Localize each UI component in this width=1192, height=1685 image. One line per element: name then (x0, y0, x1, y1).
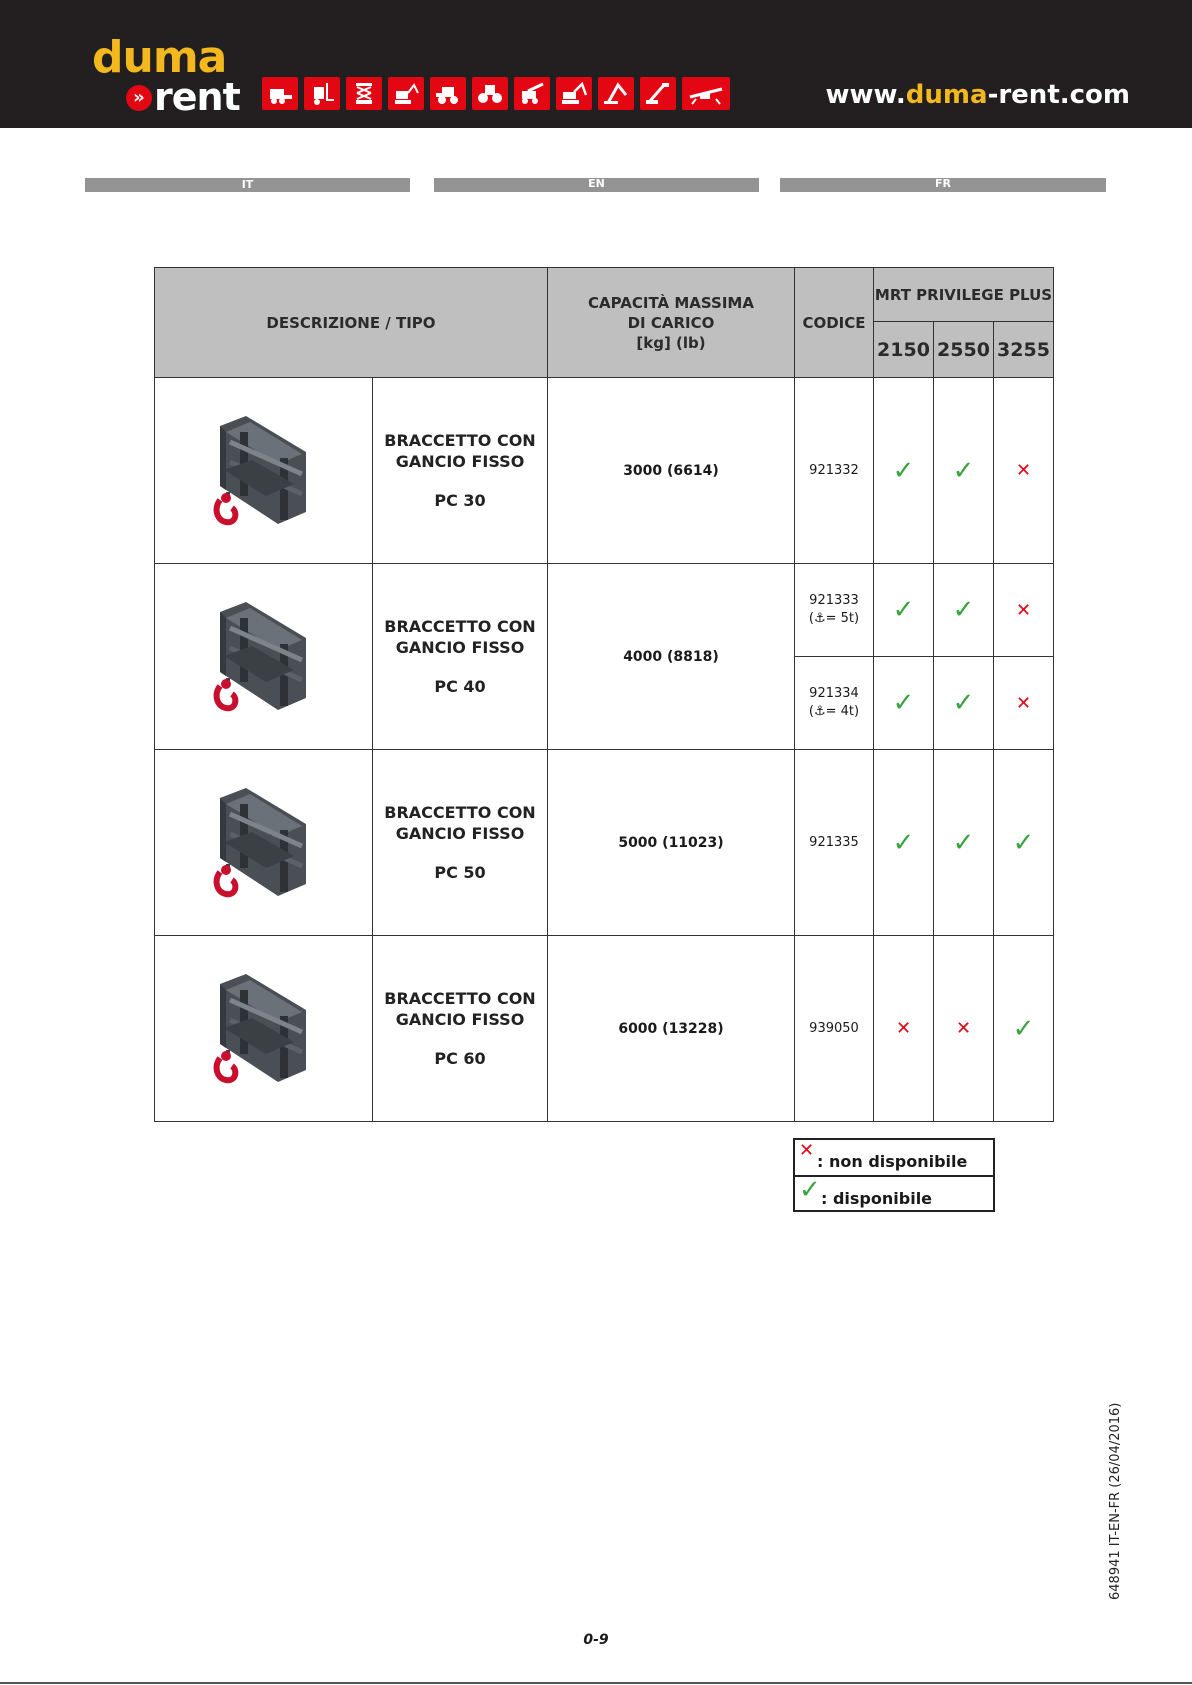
url-suffix: -rent.com (987, 80, 1130, 110)
product-code (795, 564, 874, 657)
availability-cell-2550 (934, 750, 994, 936)
availability-cell-2150 (874, 936, 934, 1122)
product-type: PC 40 (434, 677, 486, 696)
logo-rent-text: rent (154, 75, 240, 119)
not-available-cross-icon: ✕ (1015, 599, 1032, 621)
hook-bracket-illustration-icon (206, 784, 322, 902)
product-image (155, 378, 373, 564)
table-row (155, 750, 1054, 936)
header-capacity-line3: [kg] (lb) (636, 333, 706, 352)
forklift-icon (304, 77, 340, 110)
availability-cell-3255 (994, 564, 1054, 657)
not-available-cross-icon: ✕ (895, 1018, 912, 1039)
availability-cell-2150 (874, 750, 934, 936)
telehandler-icon (514, 77, 550, 110)
scissor-lift-icon (346, 77, 382, 110)
header-model-3255: 3255 (994, 322, 1054, 378)
hook-icon: ⚓ (813, 611, 826, 626)
document-reference: 648941 IT-EN-FR (26/04/2016) (1108, 1402, 1123, 1600)
product-capacity: 6000 (13228) (548, 936, 795, 1122)
availability-cell-2550 (934, 564, 994, 657)
available-check-icon: ✓ (892, 688, 915, 718)
hook-bracket-illustration-icon (206, 970, 322, 1088)
legend-not-available (795, 1140, 993, 1175)
header-description: DESCRIZIONE / TIPO (155, 268, 548, 378)
product-name-line1: BRACCETTO CON (384, 803, 536, 822)
product-name-line1: BRACCETTO CON (384, 617, 536, 636)
logo-arrows-icon: » (126, 85, 152, 111)
product-code (795, 657, 874, 750)
compactor-roller-icon (472, 77, 508, 110)
header-capacity-line2: DI CARICO (627, 313, 715, 332)
url-prefix: www. (825, 80, 906, 110)
url-highlight: duma (905, 80, 988, 110)
availability-cell-2550 (934, 657, 994, 750)
excavator-icon (556, 77, 592, 110)
header-code: CODICE (795, 268, 874, 378)
not-available-cross-icon: ✕ (1015, 460, 1032, 481)
availability-legend (793, 1138, 995, 1212)
product-code-note: (⚓= 5t) (808, 611, 860, 626)
check-icon: ✓ (799, 1175, 821, 1205)
availability-cell-3255 (994, 657, 1054, 750)
header-capacity-line1: CAPACITÀ MASSIMA (588, 293, 754, 312)
product-capacity: 4000 (8818) (548, 564, 795, 750)
availability-cell-2150 (874, 564, 934, 657)
product-code (795, 378, 874, 564)
crane-icon (598, 77, 634, 110)
product-name-line1: BRACCETTO CON (384, 989, 536, 1008)
product-name-line1: BRACCETTO CON (384, 431, 536, 450)
wheel-loader-icon (430, 77, 466, 110)
availability-cell-2150 (874, 657, 934, 750)
hook-bracket-illustration-icon (206, 412, 322, 530)
product-type: PC 50 (434, 863, 486, 882)
product-name-line2: GANCIO FISSO (395, 638, 525, 657)
mini-excavator-icon (388, 77, 424, 110)
duma-rent-logo (92, 32, 242, 119)
product-name-line2: GANCIO FISSO (395, 1010, 525, 1029)
available-check-icon: ✓ (892, 595, 915, 625)
header-model-2150: 2150 (874, 322, 934, 378)
table-row (155, 564, 1054, 657)
website-url[interactable] (826, 80, 1130, 110)
header-capacity (548, 268, 795, 378)
available-check-icon: ✓ (952, 688, 975, 718)
available-check-icon: ✓ (892, 455, 915, 486)
product-image (155, 750, 373, 936)
lang-bar-fr: FR (780, 178, 1106, 192)
available-check-icon: ✓ (1012, 827, 1035, 858)
spider-lift-icon (682, 77, 730, 110)
product-name (373, 378, 548, 564)
product-name (373, 750, 548, 936)
machine-icons-strip (262, 77, 730, 110)
logo-duma-text: duma (92, 32, 227, 83)
product-table-body (155, 378, 1054, 1122)
availability-cell-3255 (994, 750, 1054, 936)
header-model-2550: 2550 (934, 322, 994, 378)
product-code-value: 921334 (809, 686, 859, 701)
product-type: PC 60 (434, 1049, 486, 1068)
product-name-line2: GANCIO FISSO (395, 452, 525, 471)
product-table (154, 267, 1054, 1122)
product-capacity: 3000 (6614) (548, 378, 795, 564)
table-row (155, 936, 1054, 1122)
bottom-rule (0, 1682, 1192, 1684)
legend-available (795, 1175, 993, 1210)
product-code (795, 936, 874, 1122)
legend-available-label: : disponibile (821, 1189, 933, 1208)
available-check-icon: ✓ (892, 827, 915, 858)
hook-bracket-illustration-icon (206, 598, 322, 716)
product-type: PC 30 (434, 491, 486, 510)
header-mrt-privilege-plus: MRT PRIVILEGE PLUS (874, 268, 1054, 322)
product-code-value: 939050 (809, 1020, 859, 1036)
available-check-icon: ✓ (952, 455, 975, 486)
available-check-icon: ✓ (952, 595, 975, 625)
product-image (155, 936, 373, 1122)
table-row (155, 378, 1054, 564)
available-check-icon: ✓ (1012, 1013, 1035, 1044)
product-name-line2: GANCIO FISSO (395, 824, 525, 843)
cross-icon: ✕ (799, 1140, 815, 1161)
page-number: 0-9 (583, 1632, 609, 1648)
product-image (155, 564, 373, 750)
boom-lift-icon (640, 77, 676, 110)
product-capacity: 5000 (11023) (548, 750, 795, 936)
product-code (795, 750, 874, 936)
product-code-value: 921332 (809, 462, 859, 478)
available-check-icon: ✓ (952, 827, 975, 858)
availability-cell-2550 (934, 936, 994, 1122)
skid-steer-icon (262, 77, 298, 110)
lang-bar-it: IT (85, 178, 410, 192)
product-code-value: 921333 (809, 593, 859, 608)
product-name (373, 564, 548, 750)
hook-icon: ⚓ (813, 704, 826, 719)
availability-cell-2550 (934, 378, 994, 564)
lang-bar-en: EN (434, 178, 759, 192)
availability-cell-2150 (874, 378, 934, 564)
not-available-cross-icon: ✕ (955, 1018, 972, 1039)
product-name (373, 936, 548, 1122)
availability-cell-3255 (994, 936, 1054, 1122)
availability-cell-3255 (994, 378, 1054, 564)
product-code-note: (⚓= 4t) (808, 704, 860, 719)
legend-not-available-label: : non disponibile (817, 1152, 968, 1171)
not-available-cross-icon: ✕ (1015, 692, 1032, 714)
product-code-value: 921335 (809, 834, 859, 850)
page-header (0, 0, 1192, 128)
